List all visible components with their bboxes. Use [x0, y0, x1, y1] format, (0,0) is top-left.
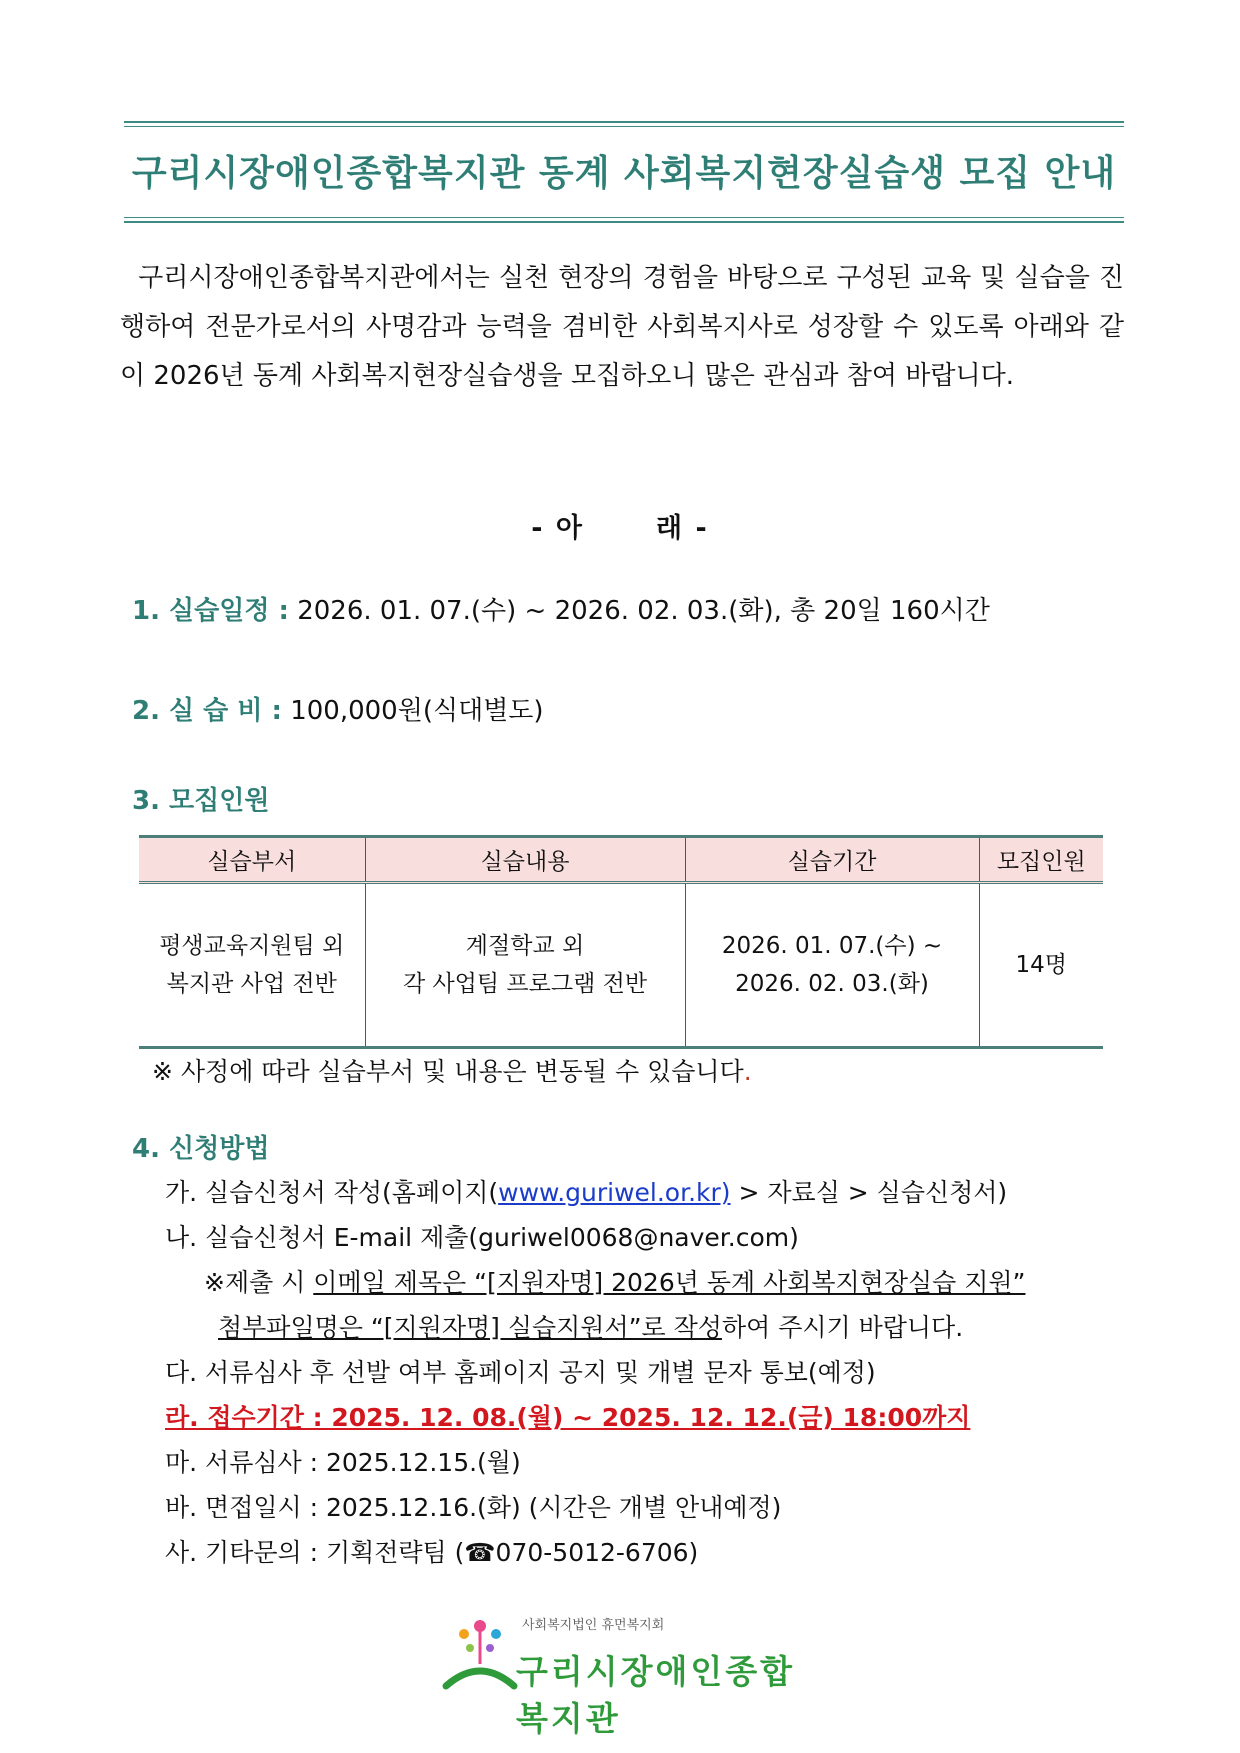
- table-cell-count: 14명: [979, 883, 1103, 1048]
- apply-na-note1-underlined: 이메일 제목은 “[지원자명] 2026년 동계 사회복지현장실습 지원”: [313, 1268, 1026, 1297]
- period-line-1: 2026. 01. 07.(수) ~: [721, 933, 943, 959]
- apply-item-da: 다. 서류심사 후 선발 여부 홈페이지 공지 및 개별 문자 통보(예정): [165, 1358, 876, 1387]
- section-schedule-label: 1. 실습일정 :: [132, 596, 289, 626]
- apply-na-note-2: [218, 1308, 963, 1344]
- apply-item-na: 나. 실습신청서 E-mail 제출(guriwel0068@naver.com): [165, 1223, 799, 1252]
- apply-item-ra-deadline: 라. 접수기간 : 2025. 12. 08.(월) ~ 2025. 12. 12.(금) 18:00까지: [165, 1403, 971, 1432]
- apply-na-note2-underlined: 첨부파일명은 “[지원자명] 실습지원서”로 작성: [218, 1313, 722, 1342]
- homepage-link[interactable]: www.guriwel.or.kr): [498, 1178, 731, 1207]
- section-recruit-label: 3. 모집인원: [132, 786, 270, 816]
- organization-logo: [440, 1612, 800, 1738]
- table-header-row: [139, 837, 1103, 883]
- apply-item-sa: 사. 기타문의 : 기획전략팀 (☎070-5012-6706): [165, 1538, 699, 1567]
- table-row: [139, 883, 1103, 1048]
- apply-na-note-1: [204, 1263, 1025, 1299]
- section-schedule: [132, 590, 990, 627]
- apply-ga-suffix: > 자료실 > 실습신청서): [730, 1178, 1008, 1207]
- below-marker-right: 래 -: [656, 513, 709, 544]
- table-cell-content: [365, 883, 685, 1048]
- recruit-table: [139, 835, 1103, 1049]
- period-line-2: 2026. 02. 03.(화): [735, 971, 929, 997]
- intro-text: 구리시장애인종합복지관에서는 실천 현장의 경험을 바탕으로 구성된 교육 및 실습을 진행하여 전문가로서의 사명감과 능력을 겸비한 사회복지사로 성장할 수 있도록 아래와 같이 2026년 동계 사회복지현장실습생을 모집하오니 많은 관심과 참여 바랍니다.: [120, 263, 1125, 391]
- apply-na-note2-suffix: 하여 주시기 바랍니다.: [721, 1313, 964, 1342]
- section-fee-label: 2. 실 습 비 :: [132, 696, 282, 726]
- table-header-content: 실습내용: [365, 837, 685, 883]
- title-bottom-rule-thin: [124, 217, 1124, 218]
- content-line-2: 각 사업팀 프로그램 전반: [402, 971, 648, 997]
- title-bottom-rule: [124, 221, 1124, 223]
- page-title: 구리시장애인종합복지관 동계 사회복지현장실습생 모집 안내: [131, 153, 1117, 194]
- apply-item-ga: [165, 1173, 1007, 1209]
- table-cell-period: [685, 883, 979, 1048]
- table-note-text: ※ 사정에 따라 실습부서 및 내용은 변동될 수 있습니다: [152, 1057, 744, 1086]
- dept-line-1: 평생교육지원팀 외: [159, 933, 345, 959]
- apply-item-ba: 바. 면접일시 : 2025.12.16.(화) (시간은 개별 안내예정): [165, 1493, 782, 1522]
- intro-paragraph: [120, 254, 1124, 401]
- below-marker-left: - 아: [531, 513, 584, 544]
- section-fee: [132, 690, 544, 727]
- table-note-dot: .: [743, 1057, 752, 1086]
- apply-ga-prefix: 가. 실습신청서 작성(홈페이지(: [165, 1178, 499, 1207]
- section-apply-label: 4. 신청방법: [132, 1134, 270, 1164]
- table-header-period: 실습기간: [685, 837, 979, 883]
- table-header-dept: 실습부서: [139, 837, 365, 883]
- table-header-count: 모집인원: [979, 837, 1103, 883]
- table-note: [152, 1052, 752, 1088]
- table-cell-dept: [139, 883, 365, 1048]
- logo-tagline: 사회복지법인 휴먼복지회: [522, 1618, 665, 1633]
- title-top-rule: [124, 121, 1124, 123]
- below-marker: [0, 506, 1240, 545]
- logo-name: 구리시장애인종합복지관: [516, 1652, 796, 1738]
- title-block: [124, 121, 1124, 223]
- logo-mark-icon: [440, 1612, 520, 1696]
- apply-item-ma: 마. 서류심사 : 2025.12.15.(월): [165, 1448, 521, 1477]
- content-line-1: 계절학교 외: [465, 933, 585, 959]
- section-schedule-value: 2026. 01. 07.(수) ~ 2026. 02. 03.(화), 총 20일 160시간: [297, 596, 990, 626]
- apply-na-note1-prefix: ※제출 시: [204, 1268, 314, 1297]
- section-fee-value: 100,000원(식대별도): [290, 696, 544, 726]
- dept-line-2: 복지관 사업 전반: [166, 971, 337, 997]
